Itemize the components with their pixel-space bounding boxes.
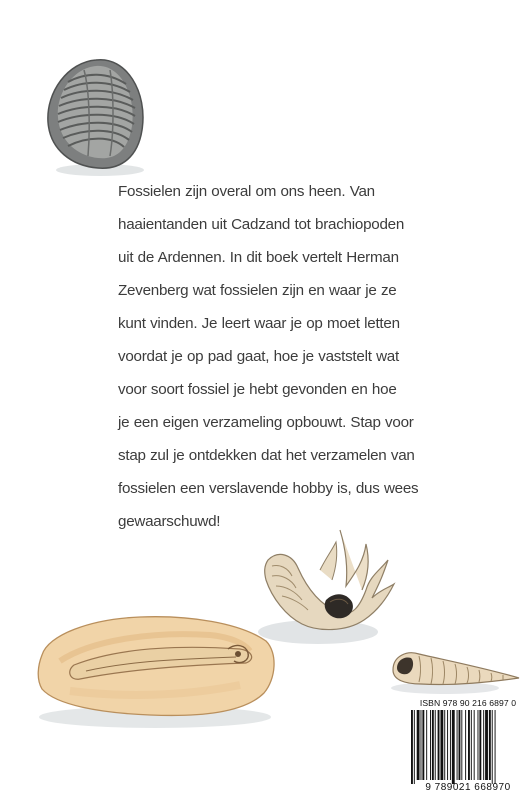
blurb-line: gewaarschuwd!: [118, 513, 221, 530]
barcode-bar: [468, 710, 470, 780]
barcode-bar: [479, 710, 481, 780]
rock-fossil-illustration: [30, 605, 280, 730]
barcode-bar: [447, 710, 448, 780]
barcode-bar: [495, 710, 496, 784]
barcode-bar: [459, 710, 461, 780]
barcode-digits: 9 789021 668970: [425, 782, 511, 793]
barcode-bar: [483, 710, 484, 780]
barcode-bar: [452, 710, 455, 784]
barcode-bar: [478, 710, 479, 780]
blurb-line: Fossielen zijn overal om ons heen. Van: [118, 183, 375, 200]
blurb-line: Zevenberg wat fossielen zijn en waar je ze: [118, 282, 397, 299]
isbn-label: ISBN 978 90 216 6897 0: [419, 698, 517, 708]
blurb-line: fossielen een verslavende hobby is, dus wees: [118, 480, 419, 497]
turret-shell-illustration: [385, 640, 523, 698]
trilobite-illustration: [38, 52, 156, 180]
blurb-line: voor soort fossiel je hebt gevonden en hoe: [118, 381, 397, 398]
barcode-bar: [485, 710, 488, 780]
barcode-bar: [457, 710, 458, 780]
barcode-bar: [422, 710, 424, 780]
barcode-bar: [440, 710, 443, 780]
barcode-bar: [432, 710, 434, 780]
barcode-bar: [435, 710, 436, 780]
back-cover-blurb: [118, 175, 448, 538]
barcode-bar: [438, 710, 440, 780]
blurb-line: stap zul je ontdekken dat het verzamelen van: [118, 447, 415, 464]
blurb-line: je een eigen verzameling opbouwt. Stap voor: [118, 414, 414, 431]
barcode-bar: [426, 710, 427, 780]
barcode-bar: [471, 710, 472, 780]
barcode-bar: [474, 710, 475, 780]
barcode-bars: [409, 710, 529, 784]
barcode-bar: [489, 710, 491, 780]
barcode-bar: [465, 710, 466, 780]
barcode-bar: [444, 710, 445, 780]
barcode-bar: [421, 710, 422, 780]
blurb-line: voordat je op pad gaat, hoe je vaststelt wat: [118, 348, 399, 365]
barcode-bar: [417, 710, 420, 780]
blurb-line: uit de Ardennen. In dit boek vertelt Herman: [118, 249, 399, 266]
blurb-line: kunt vinden. Je leert waar je op moet letten: [118, 315, 400, 332]
blurb-line: haaientanden uit Cadzand tot brachiopoden: [118, 216, 405, 233]
isbn-barcode: [405, 696, 531, 800]
barcode-bar: [414, 710, 415, 784]
barcode-bar: [492, 710, 493, 784]
barcode-bar: [411, 710, 413, 784]
barcode-bar: [430, 710, 431, 780]
barcode-bar: [450, 710, 451, 780]
barcode-bar: [461, 710, 462, 780]
